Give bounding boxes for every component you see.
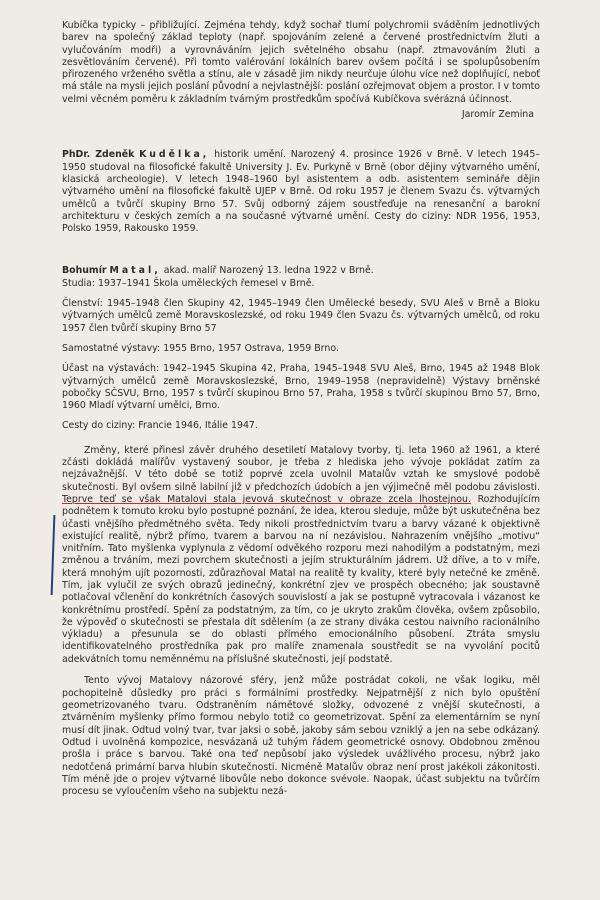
- bio-matal-ucast: Účast na výstavách: 1942–1945 Skupina 42, Praha, 1945–1948 SVU Aleš, Brno, 1945 až 1948 Blok výtvarných umělců země Moravskoslezské, Brno, 1949–1958 (nepravidelně) Výstavy brněnské pobočky SČSVU, Brno, 1957 s tvůrčí skupinou Brno 57, Praha, 1958 s tvůrčí skupinou Brno 57, Brno, 1960 Mladí výtvarní umělci, Brno.: [62, 363, 540, 412]
- essay-p1-after: Rozhodujícím podnětem k tomuto kroku bylo postupné poznání, že idea, kterou sleduje, může být uskutečněna bez účasti vnějšího předmětného světa. Tedy nikoli prostřednictvím tvaru a barvy vázané k objektivně existující realitě, nýbrž přímo, tvarem a barvou na ní nezávislou. Nahrazením vnějšího „motivu“ vnitřním. Tato myšlenka vyplynula z vědomí odvěkého rozporu mezi nahodilým a podstatným, mezi změnou a trváním, mezi povrchem skutečnosti a jejím strukturálním jádrem. Už dříve, a to v míře, která mnohým ujít pozornosti, zdůrazňoval Matal na realitě ty kvality, které byly netečné ke změně. Tím, jak vylučil ze svých obrazů jedinečný, konkrétní zjev ve prospěch obecného; jak soustavně potlačoval včlenění do konkrétních časových souvislostí a jak se postupně vytracovala i vázanost ke konkrétnímu prostředí. Spění za podstatným, za tím, co je ukryto zrakům člověka, ovšem způsobilo, že výpověď o skutečnosti se přestala dít sdělením (a ze strany diváka cestou naivního racionálního výkladu) a přesunula se do oblasti přímého emocionálního působení. Ztráta smyslu identifikovatelného prostředníka pak pro malíře znamenala soustředit se na vyvolání pocitů adekvátních tomu neměnnému na příslušné skutečnosti, její podstatě.: [62, 493, 541, 665]
- bio-matal-cesty: Cesty do ciziny: Francie 1946, Itálie 1947.: [62, 420, 258, 432]
- essay-paragraph-1: [62, 445, 540, 666]
- essay-paragraph-2: Tento vývoj Matalovy názorové sféry, jenž může postrádat cokoli, ne však logiku, měl pochopitelně důsledky pro práci s formálními prostředky. Nejpatrnější z nich bylo opuštění geometrizovaného tvaru. Odstraněním námětové složky, odvozené z vnější skutečnosti, a ztvárněním myšlenky přímo formou nebylo totiž co geometrizovat. Spění za elementárním se nyní musí dít jinak. Odtud volný tvar, tvar jaksi o sobě, jakoby sám sebou vzniklý a jen na sebe odkázaný. Odtud i uvolněná kompozice, nesvázaná už tuhým řádem geometrické osnovy. Obdobnou změnou prošla i práce s barvou. Také ona teď nepůsobí jako výsledek uvážlivého procesu, nýbrž jako nedotčená primární barva hlubin skutečnosti. Nicméně Matalův obraz není prost jakékoli zákonitosti. Tím méně jde o projev výtvarné libovůle nebo dokonce svévole. Naopak, účast subjektu na tvůrčím procesu se vyloučením všeho na subjektu nezá-: [62, 675, 540, 798]
- margin-pen-mark: [51, 515, 55, 595]
- bio-kudelka-paragraph: [62, 149, 540, 235]
- bio-matal: [62, 265, 540, 432]
- bio-matal-surname: Matal,: [109, 265, 161, 277]
- bio-matal-prefix: Bohumír: [62, 265, 107, 277]
- bio-kudelka-surname: Kudělka,: [139, 149, 210, 161]
- bio-matal-samostatne: Samostatné výstavy: 1955 Brno, 1957 Ostrava, 1959 Brno.: [62, 342, 339, 354]
- intro-section: [62, 20, 540, 121]
- essay-section: [62, 445, 540, 799]
- bio-matal-clenstvi: Členství: 1945–1948 člen Skupiny 42, 1945–1949 člen Umělecké besedy, SVU Aleš v Brně a Bloku výtvarných umělců země Moravskoslezské, od roku 1949 člen Svazu čs. výtvarných umělců, od roku 1957 člen tvůrčí skupiny Brno 57: [62, 298, 540, 334]
- bio-matal-studia: Studia: 1937–1941 Škola uměleckých řemesel v Brně.: [62, 277, 315, 289]
- bio-kudelka-text: historik umění. Narozený 4. prosince 1926 v Brně. V letech 1945–1950 studoval na filosofické fakultě University J. Ev. Purkyně v Brně (obor dějiny výtvarného umění, klasická archeologie). V letech 1948–1960 byl asistentem a odb. asistentem semináře dějin výtvarného umění na filosofické fakultě UJEP v Brně. Od roku 1957 je členem Svazu čs. výtvarných umělců a tvůrčí skupiny Brno 57. Svůj odborný zájem soustřeďuje na renesanční a barokní architekturu v českých zemích a na současné výtvarné umění. Cesty do ciziny: NDR 1956, 1953, Polsko 1959, Rakousko 1959.: [62, 149, 541, 235]
- essay-p1-before: Změny, které přinesl závěr druhého desetiletí Matalovy tvorby, tj. leta 1960 až 1961, a které zčásti dokládá malířův vystavený soubor, je třeba z hlediska jeho vývoje pokládat zatím za nejzávažnější. V této době se totiž poprvé zcela uvolnil Matalův vztah ke smyslové podobě skutečnosti. Byl ovšem silně labilní již v předchozích údobích a jen výjimečně měl podobu závislosti.: [62, 444, 540, 493]
- bio-kudelka-prefix: PhDr. Zdeněk: [62, 149, 135, 161]
- bio-matal-first-line: akad. malíř Narozený 13. ledna 1922 v Brně.: [160, 265, 374, 277]
- essay-p1-underlined: Teprve teď se však Matalovi stala jevová skutečnost v obraze zcela lhostejnou.: [62, 493, 471, 505]
- author-signature: Jaromír Zemina: [461, 109, 534, 121]
- bio-matal-header: [62, 265, 540, 277]
- intro-paragraph: Kubíčka typicky – přibližující. Zejména tehdy, když sochař tlumí polychromii sváděním jednotlivých barev na společný základ teploty (např. spojováním zelené a červené prostřednictvím žluti a vylučováním modři) a vyrovnáváním jejich světelného obsahu (např. ztmavováním žluti a zesvětlováním červené). Při tomto valérování lokálních barev ovšem počítá i se spolupůsobením přirozeného vrženého světla a stínu, ale v zásadě jim nikdy neurčuje úlohu více než doplňující, neboť má stále na mysli jejich poslání původní a nejvlastnější: poslání ozřejmovat objem a prostor. I v tomto velmi věcném poměru k základním tvárným prostředkům spočívá Kubíčkova svérázná účinnost.: [62, 20, 540, 105]
- bio-kudelka: [62, 149, 540, 235]
